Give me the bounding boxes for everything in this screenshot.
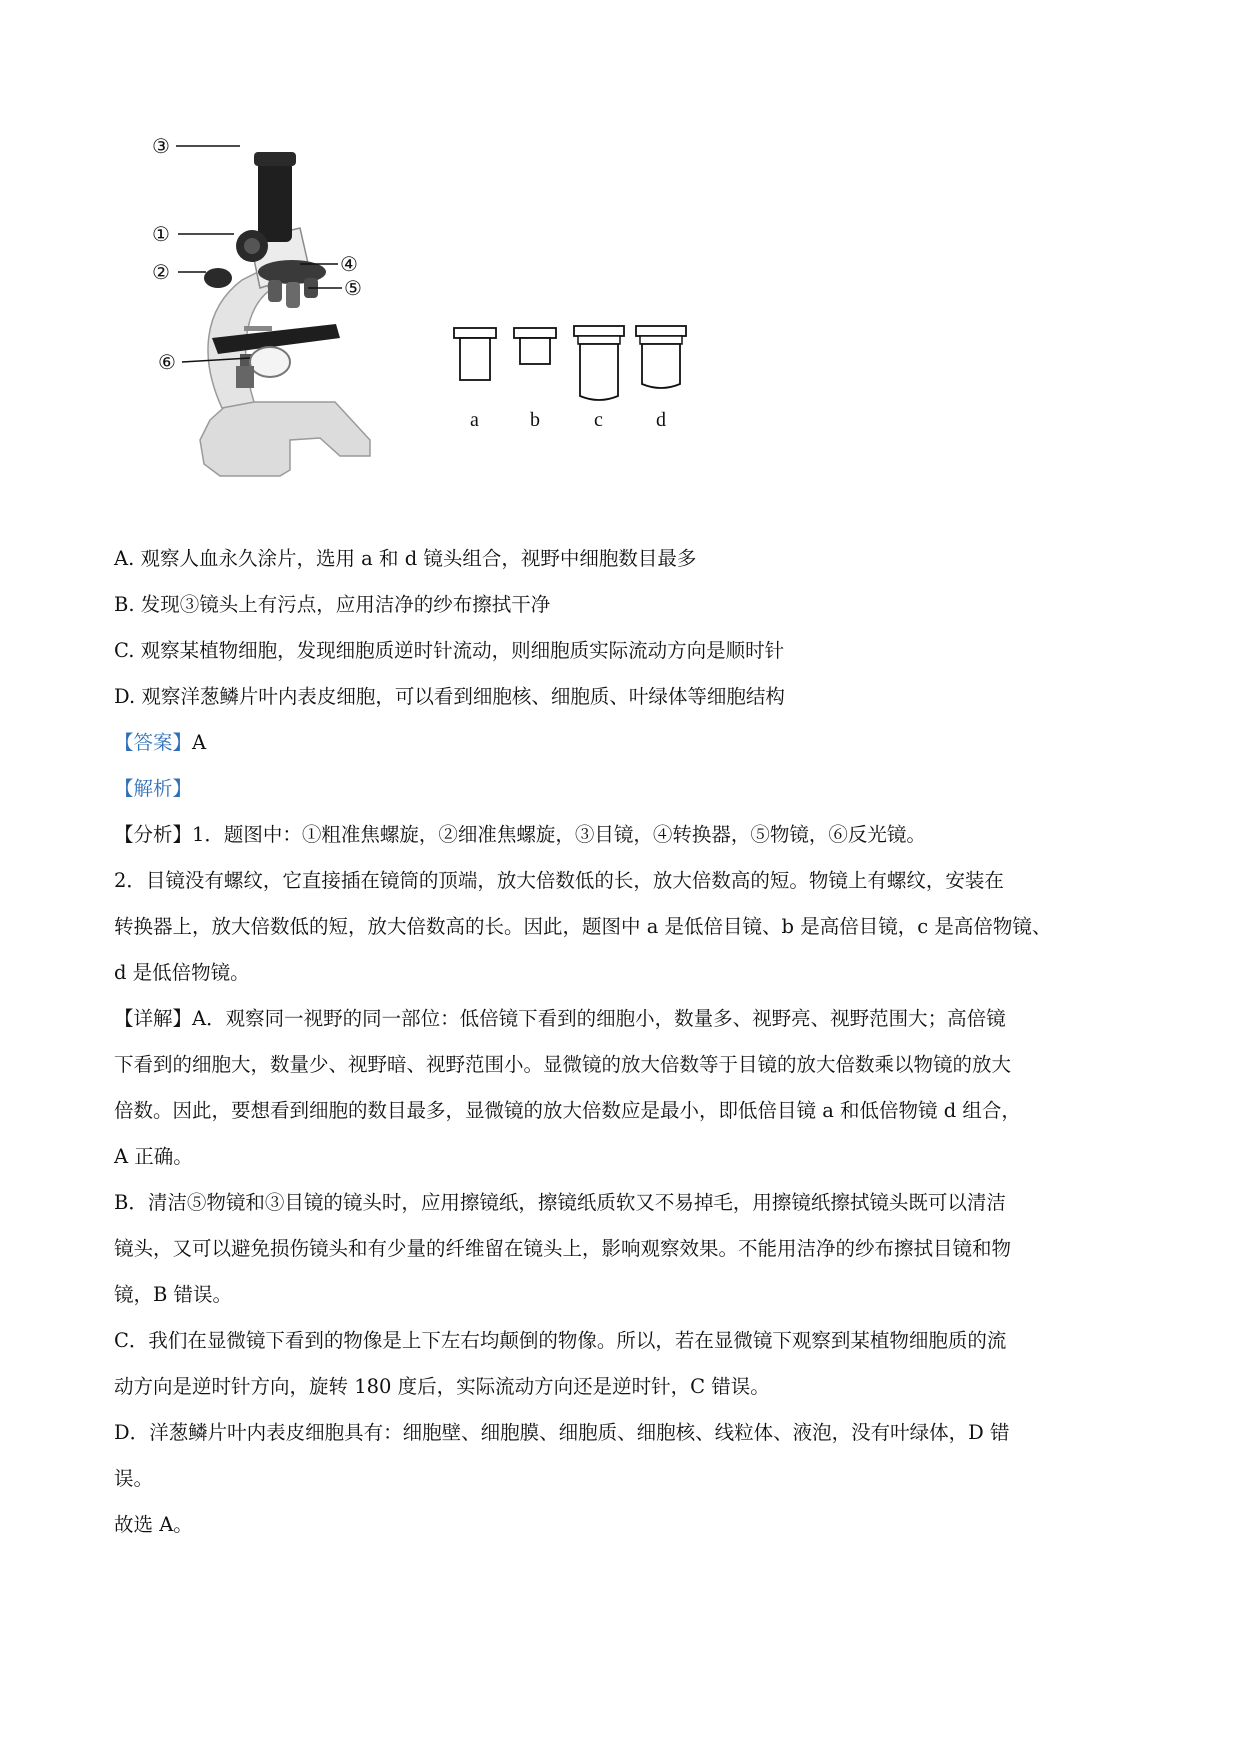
option-a: A. 观察人血永久涂片，选用 a 和 d 镜头组合，视野中细胞数目最多 bbox=[114, 547, 697, 570]
fenxi-line-1 bbox=[114, 812, 1144, 858]
option-b: B. 发现③镜头上有污点，应用洁净的纱布擦拭干净 bbox=[114, 593, 551, 616]
fenxi-line-4: d 是低倍物镜。 bbox=[114, 961, 250, 984]
lens-label-a: a bbox=[470, 409, 479, 431]
lens-d bbox=[636, 326, 686, 388]
option-d: D. 观察洋葱鳞片叶内表皮细胞，可以看到细胞核、细胞质、叶绿体等细胞结构 bbox=[114, 685, 785, 708]
xiangjie-line-4: A 正确。 bbox=[114, 1145, 193, 1168]
xiangjie-tag: 【详解】 bbox=[114, 1007, 193, 1030]
xiangjie-line-3: 倍数。因此，要想看到细胞的数目最多，显微镜的放大倍数应是最小，即低倍目镜 a 和低倍物镜 d 组合， bbox=[114, 1099, 1021, 1122]
callout-4: ④ bbox=[340, 252, 358, 276]
xiangjie-text-1: A．观察同一视野的同一部位：低倍镜下看到的细胞小，数量多、视野亮、视野范围大；高倍镜 bbox=[192, 1007, 1006, 1030]
answer-value: A bbox=[192, 731, 207, 754]
xiangjie-line-9: 动方向是逆时针方向，旋转 180 度后，实际流动方向还是逆时针，C 错误。 bbox=[114, 1375, 770, 1398]
xiangjie-line-1 bbox=[114, 996, 1144, 1042]
analysis-heading bbox=[114, 766, 1144, 812]
callout-2: ② bbox=[152, 260, 170, 284]
xiangjie-line-2: 下看到的细胞大，数量少、视野暗、视野范围小。显微镜的放大倍数等于目镜的放大倍数乘以物镜的放大 bbox=[114, 1053, 1012, 1076]
lens-label-d: d bbox=[656, 409, 666, 431]
answer-line bbox=[114, 720, 1144, 766]
lens-a bbox=[454, 328, 496, 380]
fenxi-line-2: 2．目镜没有螺纹，它直接插在镜筒的顶端，放大倍数低的长，放大倍数高的短。物镜上有螺纹，安装在 bbox=[114, 869, 1004, 892]
xiangjie-line-8: C．我们在显微镜下看到的物像是上下左右均颠倒的物像。所以，若在显微镜下观察到某植物细胞质的流 bbox=[114, 1329, 1007, 1352]
question-content bbox=[114, 536, 1144, 1548]
microscope-diagram bbox=[152, 134, 780, 500]
lens-label-c: c bbox=[594, 409, 603, 431]
xiangjie-line-7: 镜，B 错误。 bbox=[114, 1283, 233, 1306]
callout-5: ⑤ bbox=[344, 276, 362, 300]
lens-label-b: b bbox=[530, 409, 540, 431]
callout-1: ① bbox=[152, 222, 170, 246]
microscope-figure bbox=[152, 134, 780, 500]
callout-3: ③ bbox=[152, 134, 170, 158]
lens-c bbox=[574, 326, 624, 400]
fenxi-tag: 【分析】 bbox=[114, 823, 193, 846]
xiangjie-line-11: 误。 bbox=[114, 1467, 154, 1490]
fenxi-text-1: 1．题图中：①粗准焦螺旋，②细准焦螺旋，③目镜，④转换器，⑤物镜，⑥反光镜。 bbox=[192, 823, 926, 846]
xiangjie-line-10: D．洋葱鳞片叶内表皮细胞具有：细胞壁、细胞膜、细胞质、细胞核、线粒体、液泡，没有叶绿体，D 错 bbox=[114, 1421, 1010, 1444]
lens-b bbox=[514, 328, 556, 364]
analysis-tag: 【解析】 bbox=[114, 777, 193, 800]
callout-6: ⑥ bbox=[158, 350, 176, 374]
fenxi-line-3: 转换器上，放大倍数低的短，放大倍数高的长。因此，题图中 a 是低倍目镜、b 是高倍目镜，c 是高倍物镜、 bbox=[114, 915, 1052, 938]
xiangjie-line-12: 故选 A。 bbox=[114, 1513, 193, 1536]
option-c: C. 观察某植物细胞，发现细胞质逆时针流动，则细胞质实际流动方向是顺时针 bbox=[114, 639, 785, 662]
xiangjie-line-6: 镜头，又可以避免损伤镜头和有少量的纤维留在镜头上，影响观察效果。不能用洁净的纱布擦拭目镜和物 bbox=[114, 1237, 1012, 1260]
answer-tag: 【答案】 bbox=[114, 731, 193, 754]
xiangjie-line-5: B．清洁⑤物镜和③目镜的镜头时，应用擦镜纸，擦镜纸质软又不易掉毛，用擦镜纸擦拭镜头既可以清洁 bbox=[114, 1191, 1006, 1214]
